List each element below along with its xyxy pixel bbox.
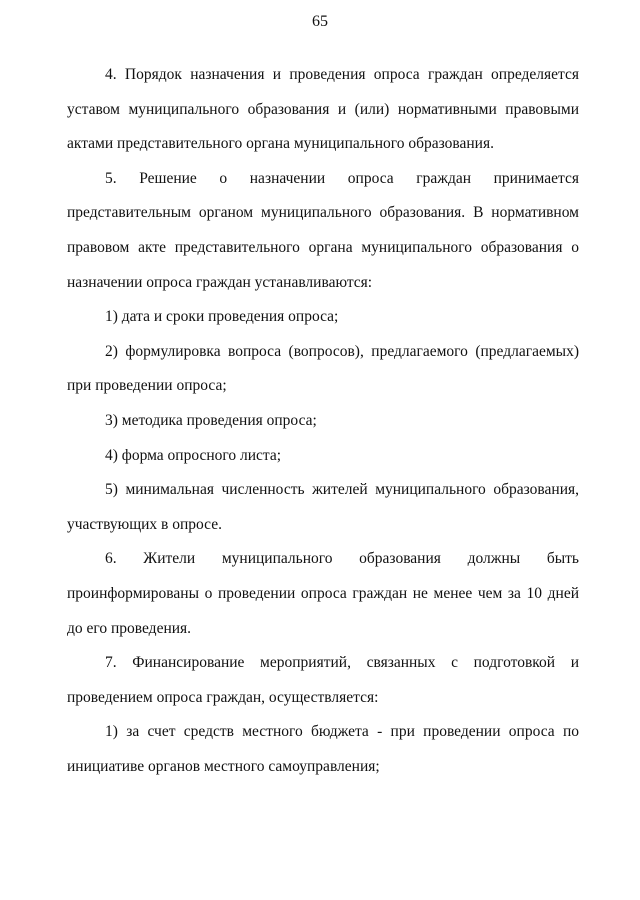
list-item-4: 4) форма опросного листа;	[105, 446, 282, 464]
document-body	[67, 58, 579, 784]
list-item-1: 1) дата и сроки проведения опроса;	[105, 308, 339, 326]
list-item-3: 3) методика проведения опроса;	[105, 411, 317, 429]
list-item-5: 5) минимальная численность жителей муниципального образования, участвующих в опросе.	[67, 481, 579, 533]
paragraph-7: 7. Финансирование мероприятий, связанных с подготовкой и проведением опроса граждан, осуществляется:	[67, 654, 579, 706]
paragraph-5: 5. Решение о назначении опроса граждан принимается представительным органом муниципального образования. В нормативном правовом акте представительного органа муниципального образования о назначении опроса граждан устанавливаются:	[67, 169, 579, 291]
paragraph-4: 4. Порядок назначения и проведения опроса граждан определяется уставом муниципального образования и (или) нормативными правовыми актами представительного органа муниципального образования.	[67, 66, 579, 153]
paragraph-6: 6. Жители муниципального образования должны быть проинформированы о проведении опроса граждан не менее чем за 10 дней до его проведения.	[67, 550, 579, 637]
funding-item-1: 1) за счет средств местного бюджета - при проведении опроса по инициативе органов местного самоуправления;	[67, 723, 579, 775]
list-item-2: 2) формулировка вопроса (вопросов), предлагаемого (предлагаемых) при проведении опроса;	[67, 342, 579, 395]
page-number: 65	[312, 13, 328, 30]
